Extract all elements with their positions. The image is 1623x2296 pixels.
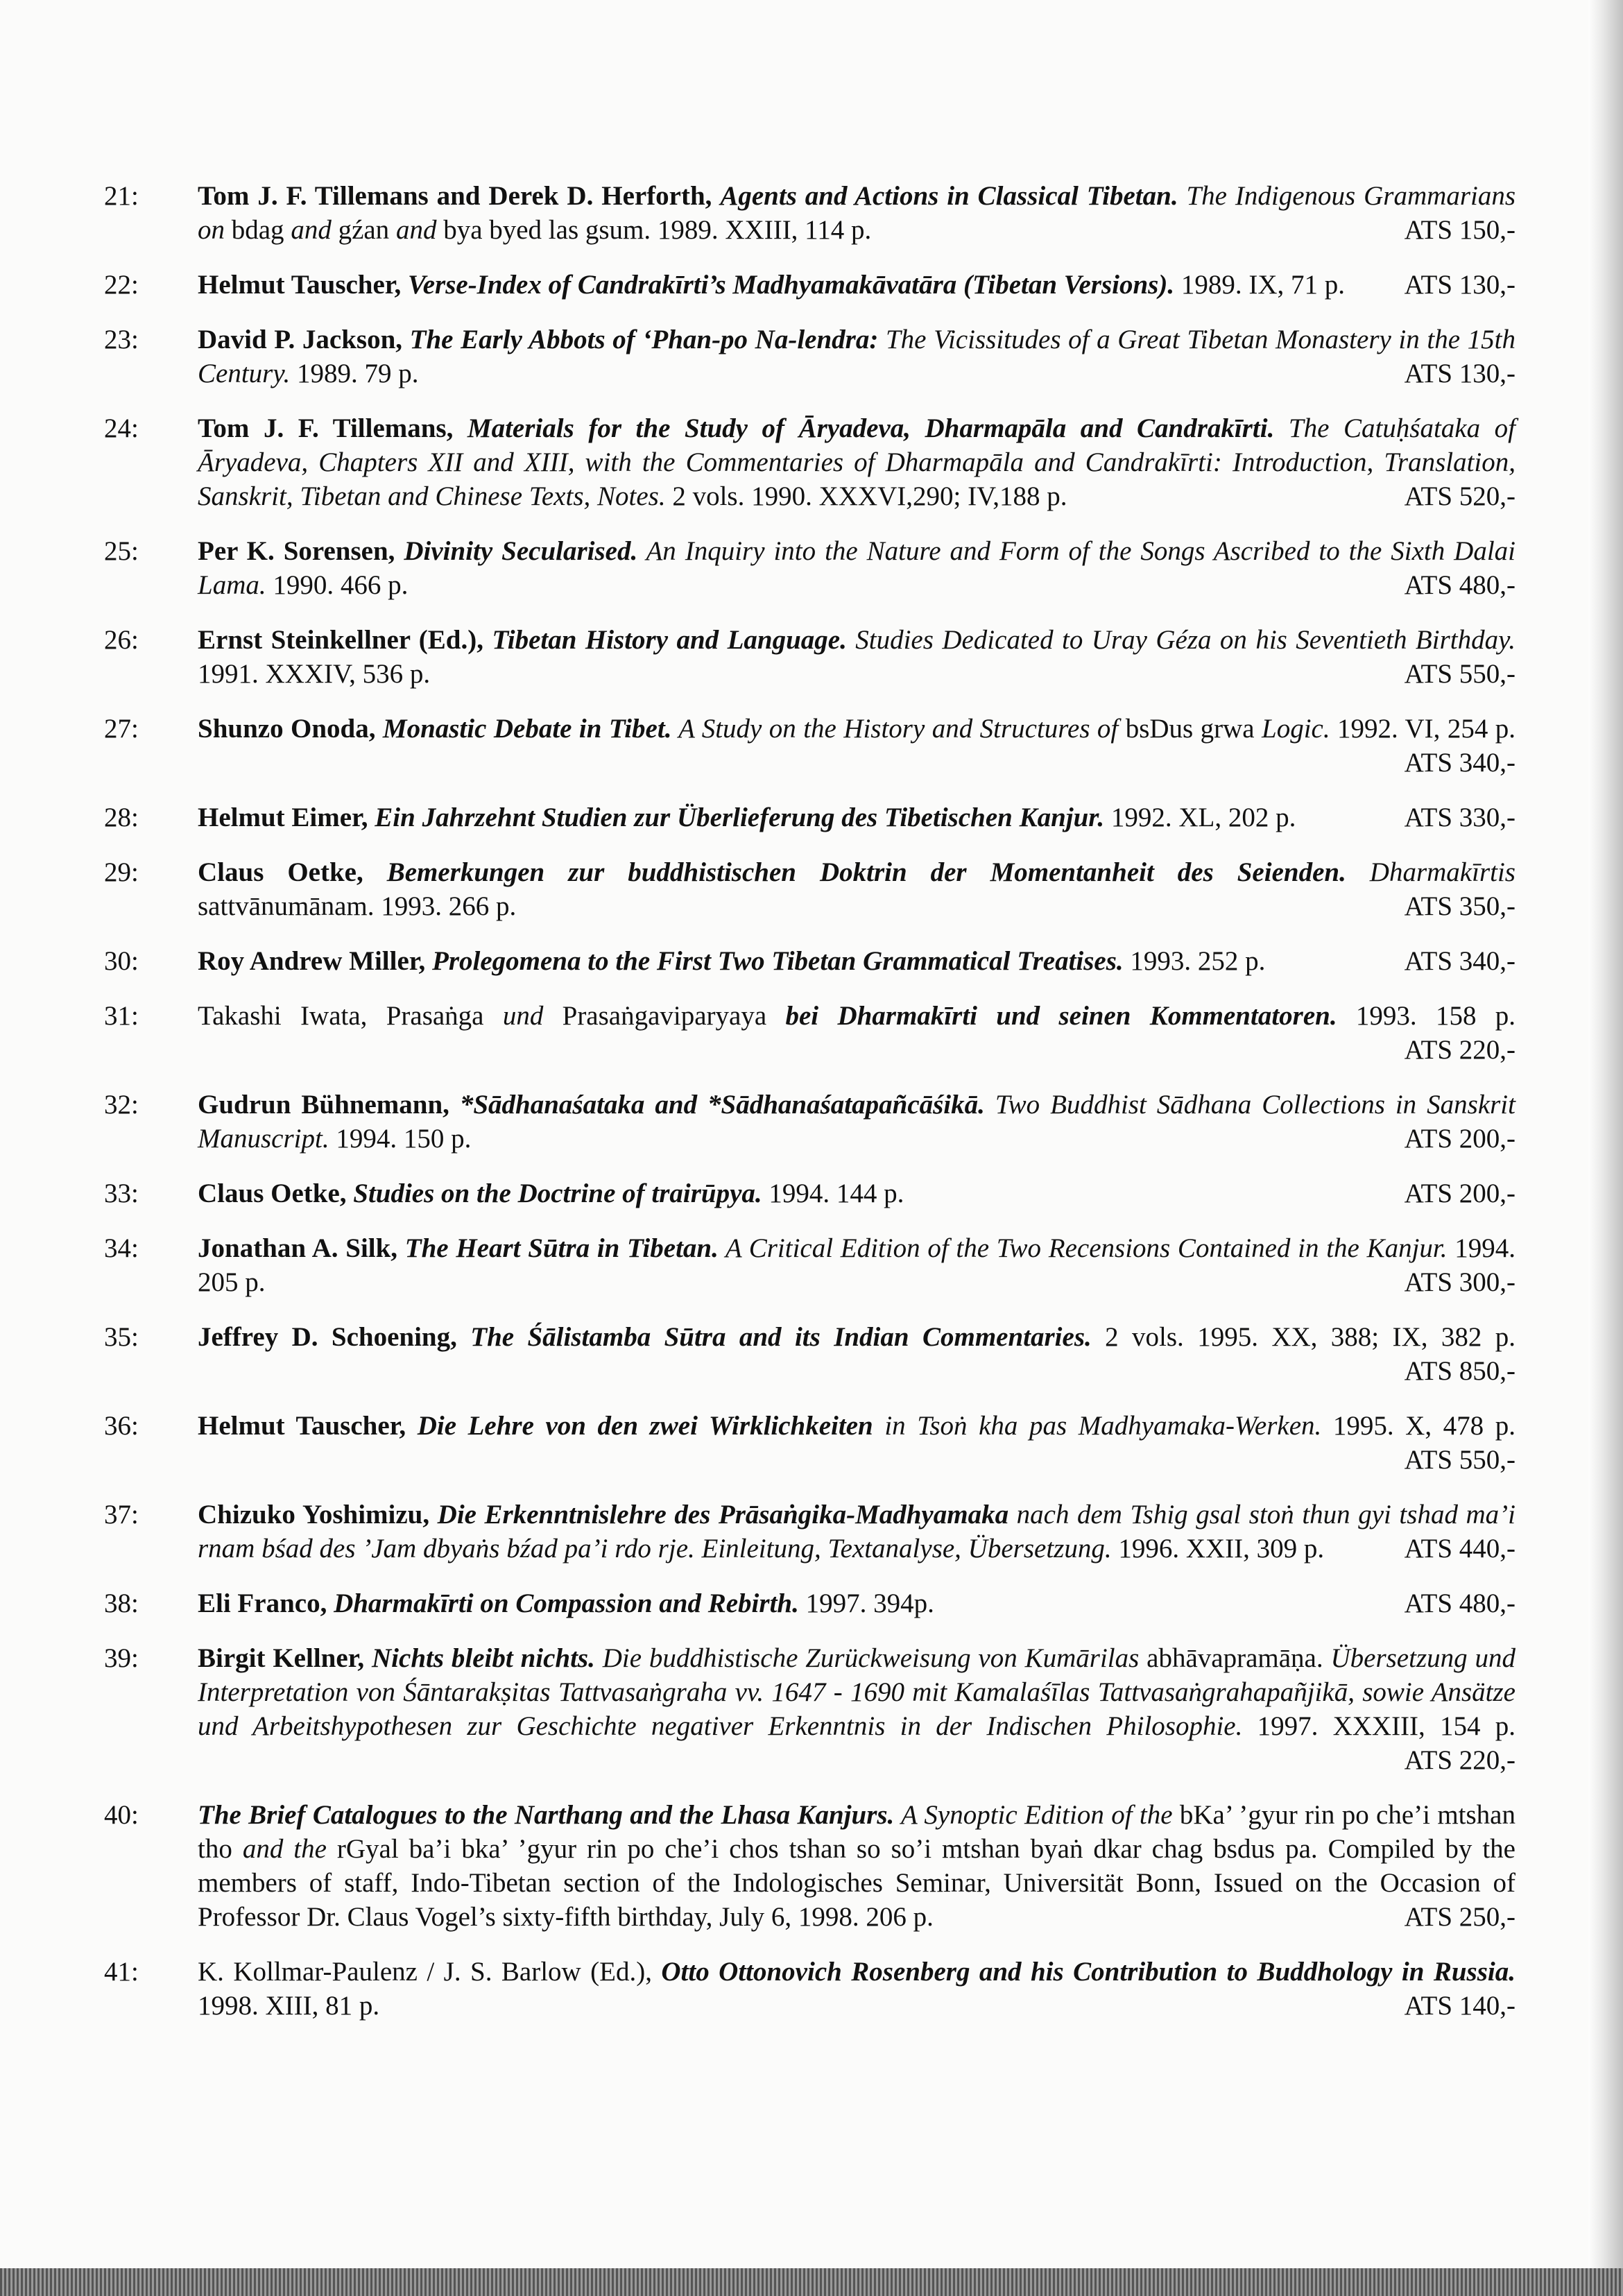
entry-segment: 1989. IX, 71 p. — [1174, 270, 1346, 300]
list-item — [104, 1498, 1515, 1566]
entry-segment: The Vicissitudes of a Great Tibetan Monastery in the 15th Century. — [198, 325, 1515, 388]
entry-segment: Chizuko Yoshimizu, — [198, 1500, 438, 1530]
list-item — [104, 1409, 1515, 1477]
list-item — [104, 1231, 1515, 1299]
entry-title: Tibetan History and Language. — [492, 625, 847, 655]
entry-segment: Two Buddhist Sādhana Collections in Sanskrit Manuscript. — [198, 1090, 1515, 1154]
entry-text — [198, 623, 1515, 691]
entry-number: 41: — [104, 1957, 139, 1987]
entry-number: 36: — [104, 1411, 139, 1441]
entry-number: 40: — [104, 1800, 139, 1830]
entry-text — [198, 323, 1515, 391]
entry-text — [198, 534, 1515, 602]
entry-segment: 1993. 252 p. — [1123, 946, 1266, 976]
entry-segment: 1994. 150 p. — [329, 1124, 472, 1154]
entry-segment: Dharmakīrtis — [1346, 857, 1515, 887]
entry-price: ATS 480,- — [1404, 570, 1515, 600]
entry-segment: Roy Andrew Miller, — [198, 946, 432, 976]
entry-price: ATS 550,- — [1404, 1445, 1515, 1475]
entry-title: Nichts bleibt nichts. — [372, 1643, 595, 1673]
entry-price: ATS 200,- — [1404, 1179, 1515, 1208]
list-item — [104, 712, 1515, 780]
entry-number: 24: — [104, 413, 139, 443]
list-item — [104, 1955, 1515, 2023]
entry-number: 38: — [104, 1588, 139, 1618]
entry-title: Ein Jahrzehnt Studien zur Überlieferung des Tibetischen Kanjur. — [375, 803, 1105, 832]
entry-segment: 1997. 394p. — [798, 1588, 934, 1618]
entry-price: ATS 440,- — [1404, 1534, 1515, 1563]
entry-number: 32: — [104, 1090, 139, 1120]
entry-segment: 1992. VI, 254 p. — [1330, 714, 1516, 744]
entry-price: ATS 130,- — [1404, 270, 1515, 300]
entry-title: Studies on the Doctrine of trairūpya. — [353, 1179, 762, 1208]
entry-number: 31: — [104, 1001, 139, 1031]
entry-number: 22: — [104, 270, 139, 300]
entry-segment: Claus Oetke, — [198, 1179, 354, 1208]
scan-bottom-edge — [0, 2268, 1623, 2296]
entry-title: Prolegomena to the First Two Tibetan Grammatical Treatises. — [432, 946, 1124, 976]
entry-number: 27: — [104, 714, 139, 744]
entry-text — [198, 712, 1515, 780]
entry-text — [198, 1320, 1515, 1388]
entry-text — [198, 1231, 1515, 1299]
entry-text — [198, 268, 1515, 302]
entry-segment: sattvānumānam. 1993. 266 p. — [198, 891, 517, 921]
entry-price: ATS 300,- — [1404, 1267, 1515, 1297]
entry-segment: Übersetzung und Interpretation von Śāntarakṣitas Tattvasaṅgraha vv. 1647 - 1690 mit Kamalaśīlas Tattvasaṅgrahapañjikā, sowie Ansätze und Arbeitshypothesen zur Geschichte negativer Erkenntnis in der Indischen Philosophie. — [198, 1643, 1515, 1741]
entry-text — [198, 1498, 1515, 1566]
entry-segment: und — [502, 1001, 563, 1031]
entry-segment: Eli Franco, — [198, 1588, 334, 1618]
entry-segment: gźan — [338, 215, 396, 245]
entry-title: The Early Abbots of ‘Phan-po Na-lendra: — [409, 325, 879, 354]
entry-price: ATS 330,- — [1404, 803, 1515, 832]
entry-segment: Logic. — [1262, 714, 1330, 744]
entry-segment: Birgit Kellner, — [198, 1643, 372, 1673]
entry-segment: Ernst Steinkellner (Ed.), — [198, 625, 492, 655]
entry-segment: 1993. 158 p. — [1337, 1001, 1516, 1031]
entry-segment: 2 vols. 1995. XX, 388; IX, 382 p. — [1091, 1322, 1515, 1352]
entry-number: 34: — [104, 1233, 139, 1263]
entry-segment: Helmut Tauscher, — [198, 1411, 418, 1441]
entry-segment: and — [395, 215, 444, 245]
entry-title: Divinity Secularised. — [404, 536, 638, 566]
entry-segment: An Inquiry into the Nature and Form of the Songs Ascribed to the Sixth Dalai Lama. — [198, 536, 1515, 600]
entry-segment: and the — [242, 1834, 337, 1864]
entry-segment: 1997. XXXIII, 154 p. — [1242, 1711, 1515, 1741]
entry-text — [198, 179, 1515, 247]
entry-segment: Tom J. F. Tillemans, — [198, 413, 467, 443]
entry-title: Monastic Debate in Tibet. — [382, 714, 672, 744]
entry-segment: Gudrun Bühnemann, — [198, 1090, 460, 1120]
entry-number: 21: — [104, 181, 139, 211]
entry-title: Agents and Actions in Classical Tibetan. — [720, 181, 1178, 211]
entry-segment: A Critical Edition of the Two Recensions Contained in the Kanjur. — [718, 1233, 1448, 1263]
entry-segment: nach dem Tshig gsal stoṅ thun gyi tshad ma’i rnam bśad des ’Jam dbyaṅs bźad pa’i rdo rje. Einleitung, Textanalyse, Übersetzung. — [198, 1500, 1515, 1563]
entry-title: *Sādhanaśataka and *Sādhanaśatapañcāśikā. — [459, 1090, 985, 1120]
entry-text — [198, 1088, 1515, 1156]
entry-text — [198, 800, 1515, 834]
entry-text — [198, 1176, 1515, 1210]
entry-segment: Die buddhistische Zurückweisung von Kumārilas — [594, 1643, 1147, 1673]
entry-segment: bdag — [231, 215, 291, 245]
entry-price: ATS 140,- — [1404, 1991, 1515, 2021]
list-item — [104, 1641, 1515, 1777]
list-item — [104, 323, 1515, 391]
entry-segment: Takashi Iwata, Prasaṅga — [198, 1001, 503, 1031]
entry-segment: bsDus grwa — [1125, 714, 1262, 744]
entry-segment: 2 vols. 1990. XXXVI,290; IV,188 p. — [665, 481, 1067, 511]
entry-segment: The Catuḥśataka of Āryadeva, Chapters XII and XIII, with the Commentaries of Dharmapāla and Candrakīrti: Introduction, Translation, Sanskrit, Tibetan and Chinese Texts, Notes. — [198, 413, 1516, 511]
entry-number: 25: — [104, 536, 139, 566]
entry-price: ATS 340,- — [1404, 946, 1515, 976]
entry-segment: A Study on the History and Structures of — [671, 714, 1126, 744]
entry-segment: 1990. 466 p. — [266, 570, 409, 600]
entry-text — [198, 944, 1515, 978]
entry-segment: 1994. 205 p. — [198, 1233, 1516, 1297]
list-item — [104, 1586, 1515, 1620]
entry-segment: bKa’ ’gyur rin po che’i mtshan tho — [198, 1800, 1515, 1864]
entry-title: Otto Ottonovich Rosenberg and his Contribution to Buddhology in Russia. — [661, 1957, 1515, 1987]
entry-segment: 1998. XIII, 81 p. — [198, 1991, 380, 2021]
entry-title: The Brief Catalogues to the Narthang and the Lhasa Kanjurs. — [198, 1800, 895, 1830]
entry-number: 26: — [104, 625, 139, 655]
entry-title: Materials for the Study of Āryadeva, Dharmapāla and Candrakīrti. — [467, 413, 1275, 443]
entry-text — [198, 855, 1515, 923]
entry-segment: Jeffrey D. Schoening, — [198, 1322, 471, 1352]
entry-segment: 1995. X, 478 p. — [1321, 1411, 1515, 1441]
list-item — [104, 999, 1515, 1067]
entry-segment: in Tsoṅ kha pas Madhyamaka-Werken. — [873, 1411, 1322, 1441]
entry-price: ATS 550,- — [1404, 659, 1515, 689]
list-item — [104, 944, 1515, 978]
entry-price: ATS 200,- — [1404, 1124, 1515, 1154]
entry-segment: A Synoptic Edition of the — [894, 1800, 1180, 1830]
entry-text — [198, 1586, 1515, 1620]
entry-segment: Helmut Tauscher, — [198, 270, 409, 300]
entry-title: The Śālistamba Sūtra and its Indian Commentaries. — [470, 1322, 1092, 1352]
list-item — [104, 800, 1515, 834]
entry-number: 37: — [104, 1500, 139, 1530]
entry-segment: Prasaṅgaviparyaya — [562, 1001, 786, 1031]
entry-segment: Helmut Eimer, — [198, 803, 375, 832]
entry-price: ATS 220,- — [1404, 1745, 1515, 1775]
entry-number: 39: — [104, 1643, 139, 1673]
scan-edge-shadow — [1588, 0, 1623, 2296]
entry-segment: bya byed las gsum. 1989. XXIII, 114 p. — [443, 215, 872, 245]
entry-segment: David P. Jackson, — [198, 325, 410, 354]
list-item — [104, 411, 1515, 513]
entry-segment: Claus Oetke, — [198, 857, 387, 887]
entry-price: ATS 520,- — [1404, 481, 1515, 511]
entry-price: ATS 150,- — [1404, 215, 1515, 245]
list-item — [104, 1320, 1515, 1388]
entry-price: ATS 850,- — [1404, 1356, 1515, 1386]
list-item — [104, 1088, 1515, 1156]
list-item — [104, 534, 1515, 602]
entry-number: 35: — [104, 1322, 139, 1352]
entry-text — [198, 1798, 1515, 1934]
entry-title: Die Erkenntnislehre des Prāsaṅgika-Madhyamaka — [437, 1500, 1009, 1530]
entry-segment: Shunzo Onoda, — [198, 714, 383, 744]
entry-segment: and — [291, 215, 338, 245]
entry-text — [198, 411, 1515, 513]
entry-segment: rGyal ba’i bka’ ’gyur rin po che’i chos tshan so so’i mtshan byaṅ dkar chag bsdus pa. Compiled by the members of staff, Indo-Tibetan section of the Indologisches Seminar, Universität Bonn, Issued on the Occasion of Professor Dr. Claus Vogel’s sixty-fifth birthday, July 6, 1998. 206 p. — [198, 1834, 1515, 1932]
entry-segment: 1994. 144 p. — [762, 1179, 904, 1208]
entry-number: 33: — [104, 1179, 139, 1208]
entry-segment: Per K. Sorensen, — [198, 536, 404, 566]
entry-segment: Studies Dedicated to Uray Géza on his Seventieth Birthday. — [846, 625, 1516, 655]
list-item — [104, 623, 1515, 691]
entry-price: ATS 130,- — [1404, 359, 1515, 388]
list-item — [104, 179, 1515, 247]
entry-segment: 1992. XL, 202 p. — [1104, 803, 1296, 832]
entry-number: 28: — [104, 803, 139, 832]
entry-title: Verse-Index of Candrakīrti’s Madhyamakāvatāra (Tibetan Versions). — [408, 270, 1175, 300]
entry-title: Dharmakīrti on Compassion and Rebirth. — [334, 1588, 799, 1618]
entry-segment: K. Kollmar-Paulenz / J. S. Barlow (Ed.), — [198, 1957, 662, 1987]
entry-price: ATS 340,- — [1404, 748, 1515, 778]
entry-title: Bemerkungen zur buddhistischen Doktrin der Momentanheit des Seienden. — [386, 857, 1346, 887]
entry-segment: 1989. 79 p. — [290, 359, 419, 388]
entry-text — [198, 1641, 1515, 1777]
entry-number: 29: — [104, 857, 139, 887]
entry-price: ATS 250,- — [1404, 1902, 1515, 1932]
entry-title: bei Dharmakīrti und seinen Kommentatoren. — [785, 1001, 1337, 1031]
entry-segment: 1996. XXII, 309 p. — [1111, 1534, 1325, 1563]
entry-number: 30: — [104, 946, 139, 976]
entry-price: ATS 220,- — [1404, 1035, 1515, 1065]
entry-price: ATS 350,- — [1404, 891, 1515, 921]
entry-segment: 1991. XXXIV, 536 p. — [198, 659, 431, 689]
entry-segment: Jonathan A. Silk, — [198, 1233, 405, 1263]
entry-segment: Tom J. F. Tillemans and Derek D. Herforth, — [198, 181, 721, 211]
entry-title: Die Lehre von den zwei Wirklichkeiten — [417, 1411, 873, 1441]
list-item — [104, 268, 1515, 302]
entry-text — [198, 1955, 1515, 2023]
entry-segment: The Indigenous Grammarians on — [198, 181, 1516, 245]
list-item — [104, 1176, 1515, 1210]
entry-text — [198, 999, 1515, 1067]
list-item — [104, 855, 1515, 923]
entry-price: ATS 480,- — [1404, 1588, 1515, 1618]
entry-segment: abhāvapramāṇa. — [1147, 1643, 1331, 1673]
entry-text — [198, 1409, 1515, 1477]
entry-title: The Heart Sūtra in Tibetan. — [404, 1233, 719, 1263]
publication-list — [104, 179, 1515, 2044]
list-item — [104, 1798, 1515, 1934]
entry-number: 23: — [104, 325, 139, 354]
